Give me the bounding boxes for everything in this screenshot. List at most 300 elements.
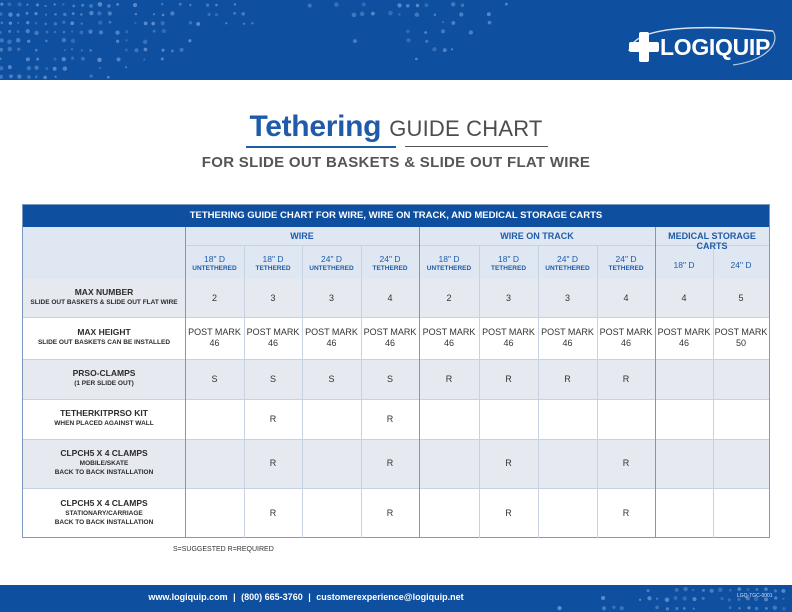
table-cell: POST MARK 46: [541, 327, 594, 348]
top-banner: [0, 0, 792, 80]
decorative-dot: [557, 606, 561, 610]
decorative-dot: [737, 587, 741, 591]
decorative-dot: [143, 40, 147, 44]
decorative-dot: [8, 12, 12, 16]
column-tether-type: UNTETHERED: [309, 265, 354, 272]
decorative-dot: [54, 22, 58, 26]
decorative-dot: [90, 75, 93, 78]
decorative-dot: [728, 598, 731, 601]
decorative-dot: [7, 40, 11, 44]
decorative-dot: [151, 22, 155, 26]
decorative-dot: [702, 589, 705, 592]
decorative-dot: [505, 3, 508, 6]
column-tether-type: TETHERED: [372, 265, 408, 272]
decorative-dot: [189, 21, 193, 25]
decorative-dot: [143, 58, 145, 60]
decorative-dot: [71, 57, 74, 60]
column-divider: [479, 245, 480, 538]
column-header: [244, 254, 302, 274]
decorative-dot: [398, 13, 401, 16]
decorative-dot: [773, 606, 777, 610]
decorative-dot: [81, 22, 83, 24]
footer-separator: |: [308, 592, 311, 602]
decorative-dot: [108, 11, 112, 15]
decorative-dot: [362, 2, 366, 6]
decorative-dot: [425, 3, 429, 7]
table-cell: R: [622, 458, 630, 468]
decorative-dot: [45, 40, 48, 43]
decorative-dot: [80, 13, 83, 16]
row-label-note: (1 PER SLIDE OUT): [74, 380, 134, 387]
row-label: [23, 498, 185, 527]
decorative-dot: [133, 3, 137, 7]
decorative-dot: [63, 13, 67, 17]
decorative-dot: [683, 587, 687, 591]
column-header: [479, 254, 538, 274]
decorative-dot: [27, 75, 31, 79]
column-divider: [538, 245, 539, 538]
decorative-dot: [764, 587, 768, 591]
decorative-dot: [99, 67, 101, 69]
decorative-dot: [144, 21, 148, 25]
table-cell: R: [622, 507, 630, 518]
row-label-note: BACK TO BACK INSTALLATION: [54, 469, 154, 476]
decorative-dot: [207, 13, 210, 16]
table-cell: R: [505, 373, 512, 384]
decorative-dot: [451, 2, 455, 6]
column-size: 24" D: [379, 254, 401, 264]
row-label-title: MAX HEIGHT: [77, 327, 131, 337]
decorative-dot: [647, 589, 650, 592]
decorative-dot: [683, 607, 686, 610]
decorative-dot: [487, 12, 491, 16]
decorative-dot: [360, 12, 365, 17]
decorative-dot: [26, 21, 29, 24]
decorative-dot: [371, 12, 375, 16]
decorative-dot: [692, 597, 696, 601]
row-label: [23, 327, 185, 347]
table-cell: R: [386, 458, 394, 468]
decorative-dot: [709, 589, 713, 593]
column-header: [361, 254, 419, 274]
decorative-dot: [756, 588, 759, 591]
decorative-dot: [781, 589, 785, 593]
title-light: GUIDE CHART: [389, 116, 543, 141]
footer-separator: |: [233, 592, 236, 602]
table-cell: 2: [446, 292, 452, 303]
decorative-dot: [9, 74, 13, 78]
table-cell: R: [269, 507, 277, 518]
decorative-dot: [180, 48, 184, 52]
table-cell: S: [328, 373, 335, 384]
decorative-dot: [241, 12, 245, 16]
decorative-dot: [782, 598, 784, 600]
decorative-dot: [27, 40, 30, 43]
table-cell: S: [211, 373, 218, 384]
decorative-dot: [16, 38, 20, 42]
row-label-title: CLPCH5 X 4 CLAMPS: [60, 448, 148, 458]
row-divider: [23, 488, 769, 489]
column-tether-type: UNTETHERED: [192, 265, 237, 272]
decorative-dot: [674, 596, 678, 600]
decorative-dot: [79, 31, 83, 35]
decorative-dot: [0, 66, 3, 70]
decorative-dot: [612, 606, 615, 609]
table-header: TETHERING GUIDE CHART FOR WIRE, WIRE ON TRACK, AND MEDICAL STORAGE CARTS: [23, 205, 769, 227]
decorative-dot: [71, 48, 73, 50]
title-strong: Tethering: [249, 110, 382, 143]
decorative-dot: [34, 12, 37, 15]
decorative-dot: [89, 49, 91, 51]
column-header: [713, 260, 769, 270]
decorative-dot: [99, 30, 103, 34]
decorative-dot: [353, 39, 357, 43]
decorative-dot: [602, 606, 606, 610]
decorative-dot: [747, 588, 750, 591]
decorative-dot: [153, 30, 156, 33]
decorative-dot: [0, 38, 4, 42]
decorative-dot: [196, 22, 200, 26]
legend: S=SUGGESTED R=REQUIRED: [173, 546, 274, 553]
column-size: 18" D: [262, 254, 284, 264]
row-divider: [23, 399, 769, 400]
decorative-dot: [0, 31, 2, 34]
decorative-dot: [98, 2, 102, 6]
row-divider: [23, 317, 769, 318]
decorative-dot: [98, 21, 102, 25]
decorative-dot: [26, 57, 30, 61]
decorative-dot: [53, 3, 55, 5]
table-cell: R: [622, 373, 630, 384]
decorative-dot: [774, 589, 777, 592]
decorative-dot: [233, 12, 236, 15]
decorative-dot: [134, 48, 138, 52]
decorative-dot: [46, 31, 49, 34]
table-cell: R: [564, 373, 571, 384]
decorative-dot: [54, 76, 56, 78]
decorative-dot: [702, 597, 705, 600]
decorative-dot: [334, 2, 339, 7]
footer-website-link[interactable]: www.logiquip.com: [148, 592, 228, 602]
decorative-dot: [647, 596, 651, 600]
decorative-dot: [71, 39, 75, 43]
column-size: 24" D: [730, 260, 752, 270]
decorative-dot: [0, 48, 3, 52]
row-label: [23, 368, 185, 388]
page-subtitle: FOR SLIDE OUT BASKETS & SLIDE OUT FLAT WIRE: [201, 154, 591, 171]
row-divider: [23, 439, 769, 440]
decorative-dot: [729, 589, 732, 592]
decorative-dot: [738, 607, 740, 609]
decorative-dot: [54, 31, 56, 33]
decorative-dot: [425, 40, 428, 43]
decorative-dot: [215, 13, 218, 16]
table-cell: 2: [211, 292, 217, 303]
decorative-dot: [34, 66, 38, 70]
decorative-dot: [36, 58, 39, 61]
decorative-dot: [188, 39, 191, 42]
decorative-dot: [774, 596, 777, 599]
decorative-dot: [97, 11, 101, 15]
column-size: 18" D: [204, 254, 225, 264]
row-label-title: MAX NUMBER: [74, 287, 134, 297]
decorative-dot: [144, 48, 148, 52]
decorative-dot: [35, 49, 38, 52]
decorative-dot: [62, 57, 66, 61]
decorative-dot: [34, 31, 38, 35]
table-cell: R: [386, 413, 394, 424]
decorative-dot: [64, 49, 66, 51]
decorative-dot: [675, 607, 678, 610]
decorative-dot: [225, 22, 227, 24]
decorative-dot: [62, 3, 64, 5]
decorative-dot: [469, 30, 473, 34]
column-divider: [361, 245, 362, 538]
page-title: [0, 110, 792, 144]
group-column-divider: [655, 227, 656, 538]
column-header: [419, 254, 479, 274]
decorative-dot: [1, 21, 4, 24]
decorative-dot: [234, 3, 236, 5]
decorative-dot: [451, 21, 455, 25]
decorative-dot: [107, 4, 110, 7]
title-underline-blue: [246, 146, 396, 148]
decorative-dot: [26, 29, 30, 33]
decorative-dot: [655, 606, 659, 610]
document-code: LGQ-TGC-0001: [737, 593, 773, 599]
decorative-dot: [17, 74, 21, 78]
table-cell: 3: [270, 292, 276, 303]
decorative-dot: [397, 3, 401, 7]
column-divider: [713, 245, 714, 538]
table-cell: R: [505, 458, 512, 468]
decorative-dot: [53, 67, 57, 71]
row-label-note: MOBILE/SKATE: [79, 460, 129, 467]
decorative-dot: [125, 66, 127, 68]
decorative-dot: [243, 23, 245, 25]
decorative-dot: [206, 3, 209, 6]
row-label-title: TETHERKITPRSO KIT: [60, 408, 148, 418]
decorative-dot: [639, 599, 641, 601]
decorative-dot: [17, 30, 20, 33]
decorative-dot: [675, 588, 679, 592]
column-size: 18" D: [498, 254, 519, 264]
row-label-note: SLIDE OUT BASKETS & SLIDE OUT FLAT WIRE: [30, 299, 178, 306]
decorative-dot: [125, 39, 127, 41]
decorative-dot: [443, 48, 447, 52]
column-header: [538, 254, 597, 274]
decorative-dot: [26, 3, 28, 5]
decorative-dot: [0, 3, 3, 6]
decorative-dot: [161, 21, 165, 25]
row-label-note: STATIONARY/CARRIAGE: [65, 509, 143, 517]
decorative-dot: [189, 4, 191, 6]
table-cell: POST MARK 46: [305, 327, 358, 348]
decorative-dot: [434, 14, 436, 16]
decorative-dot: [53, 58, 56, 61]
footer-contact: [0, 592, 612, 602]
title-underline-gray: [405, 146, 548, 147]
decorative-dot: [116, 3, 119, 6]
decorative-dot: [72, 5, 75, 8]
decorative-dot: [179, 3, 182, 6]
decorative-dot: [665, 598, 669, 602]
decorative-dot: [54, 13, 57, 16]
decorative-dot: [35, 22, 37, 24]
column-size: 24" D: [615, 254, 637, 264]
decorative-dot: [70, 21, 74, 25]
column-size: 24" D: [321, 254, 342, 264]
table-cell: 4: [623, 292, 629, 303]
decorative-dot: [116, 57, 120, 61]
column-header: [655, 260, 713, 270]
table-cell: POST MARK 46: [246, 327, 300, 348]
column-divider: [597, 245, 598, 538]
column-tether-type: TETHERED: [255, 265, 291, 272]
table-cell: 3: [505, 292, 511, 303]
decorative-dot: [747, 606, 750, 609]
decorative-dot: [692, 589, 695, 592]
table-cell: 4: [387, 292, 393, 303]
table-cell: R: [269, 458, 277, 468]
decorative-dot: [171, 49, 174, 52]
decorative-dot: [63, 66, 67, 70]
decorative-dot: [45, 14, 47, 16]
column-tether-type: UNTETHERED: [545, 265, 590, 272]
table-cell: S: [386, 373, 393, 384]
column-size: 18" D: [438, 254, 460, 264]
column-tether-type: TETHERED: [490, 265, 527, 272]
row-label-note: BACK TO BACK INSTALLATION: [54, 518, 154, 526]
table-cell: POST MARK 50: [714, 327, 768, 348]
column-tether-type: TETHERED: [608, 265, 644, 272]
decorative-dot: [388, 11, 393, 16]
column-header: [597, 254, 655, 274]
table-cell: POST MARK 46: [188, 327, 241, 348]
decorative-dot: [9, 21, 12, 24]
decorative-dot: [488, 21, 492, 25]
decorative-dot: [162, 49, 165, 52]
decorative-dot: [0, 58, 1, 60]
decorative-dot: [416, 4, 419, 7]
decorative-dot: [424, 31, 427, 34]
table-cell: POST MARK 46: [599, 327, 653, 348]
decorative-dot: [81, 49, 83, 51]
row-divider: [23, 359, 769, 360]
decorative-dot: [682, 596, 686, 600]
decorative-dot: [89, 4, 93, 8]
decorative-dot: [62, 38, 66, 42]
table-cell: 5: [738, 292, 744, 303]
decorative-dot: [170, 11, 174, 15]
column-group-label: WIRE: [290, 231, 314, 241]
decorative-dot: [415, 12, 419, 16]
table-cell: POST MARK 46: [482, 327, 535, 348]
decorative-dot: [782, 607, 786, 611]
decorative-dot: [43, 76, 46, 79]
column-group-label: WIRE ON TRACK: [500, 231, 574, 241]
decorative-dot: [161, 3, 164, 6]
decorative-dot: [720, 597, 723, 600]
row-label-note: SLIDE OUT BASKETS CAN BE INSTALLED: [37, 339, 171, 346]
decorative-dot: [656, 597, 658, 599]
decorative-dot: [729, 606, 732, 609]
decorative-dot: [451, 48, 453, 50]
table-cell: S: [269, 373, 276, 384]
row-label: [23, 448, 185, 477]
decorative-dot: [406, 29, 410, 33]
decorative-dot: [72, 12, 75, 15]
decorative-dot: [8, 47, 12, 51]
decorative-dot: [18, 2, 22, 6]
decorative-dot: [251, 22, 253, 24]
column-header: [302, 254, 361, 274]
decorative-dot: [459, 12, 463, 16]
medical-cross-icon: [629, 32, 659, 62]
row-label-note: WHEN PLACED AGAINST WALL: [54, 420, 154, 427]
decorative-dot: [406, 38, 410, 42]
decorative-dot: [17, 22, 19, 24]
row-label-title: PRSO-CLAMPS: [72, 368, 136, 378]
decorative-dot: [432, 47, 436, 51]
column-size: 24" D: [557, 254, 578, 264]
decorative-dot: [162, 14, 165, 17]
footer-email-link[interactable]: customerexperience@logiquip.net: [316, 592, 464, 602]
decorative-dot: [115, 30, 119, 34]
decorative-dot: [108, 21, 111, 24]
logiquip-logo: [629, 27, 779, 67]
decorative-dot: [116, 40, 119, 43]
decorative-dot: [44, 5, 46, 7]
table-cell: 3: [328, 292, 334, 303]
decorative-dot: [442, 21, 444, 23]
table-cell: R: [386, 507, 394, 518]
decorative-dot: [461, 4, 464, 7]
table-cell: R: [505, 507, 512, 518]
decorative-dot: [765, 607, 768, 610]
decorative-dot: [44, 23, 46, 25]
decorative-dot: [107, 76, 110, 79]
decorative-dot: [89, 11, 93, 15]
decorative-dot: [8, 30, 11, 33]
decorative-dot: [666, 607, 669, 610]
table-cell: 3: [564, 292, 570, 303]
decorative-dot: [0, 75, 3, 79]
tethering-guide-table: [22, 204, 770, 538]
footer-phone[interactable]: (800) 665-3760: [241, 592, 303, 602]
decorative-dot: [81, 4, 84, 7]
decorative-dot: [97, 58, 102, 63]
table-cell: R: [269, 413, 277, 424]
table-cell: POST MARK 46: [422, 327, 476, 348]
row-label: [23, 408, 185, 428]
decorative-dot: [71, 30, 73, 32]
decorative-dot: [406, 4, 409, 7]
decorative-dot: [162, 29, 166, 33]
table-cell: POST MARK 46: [363, 327, 417, 348]
decorative-dot: [35, 76, 38, 79]
decorative-dot: [8, 65, 12, 69]
column-header: [185, 254, 244, 274]
decorative-dot: [81, 57, 85, 61]
decorative-dot: [45, 67, 48, 70]
decorative-dot: [620, 606, 624, 610]
decorative-dot: [718, 588, 723, 593]
decorative-dot: [441, 29, 445, 33]
decorative-dot: [134, 22, 136, 24]
decorative-dot: [161, 57, 164, 60]
column-size: 18" D: [673, 260, 695, 270]
